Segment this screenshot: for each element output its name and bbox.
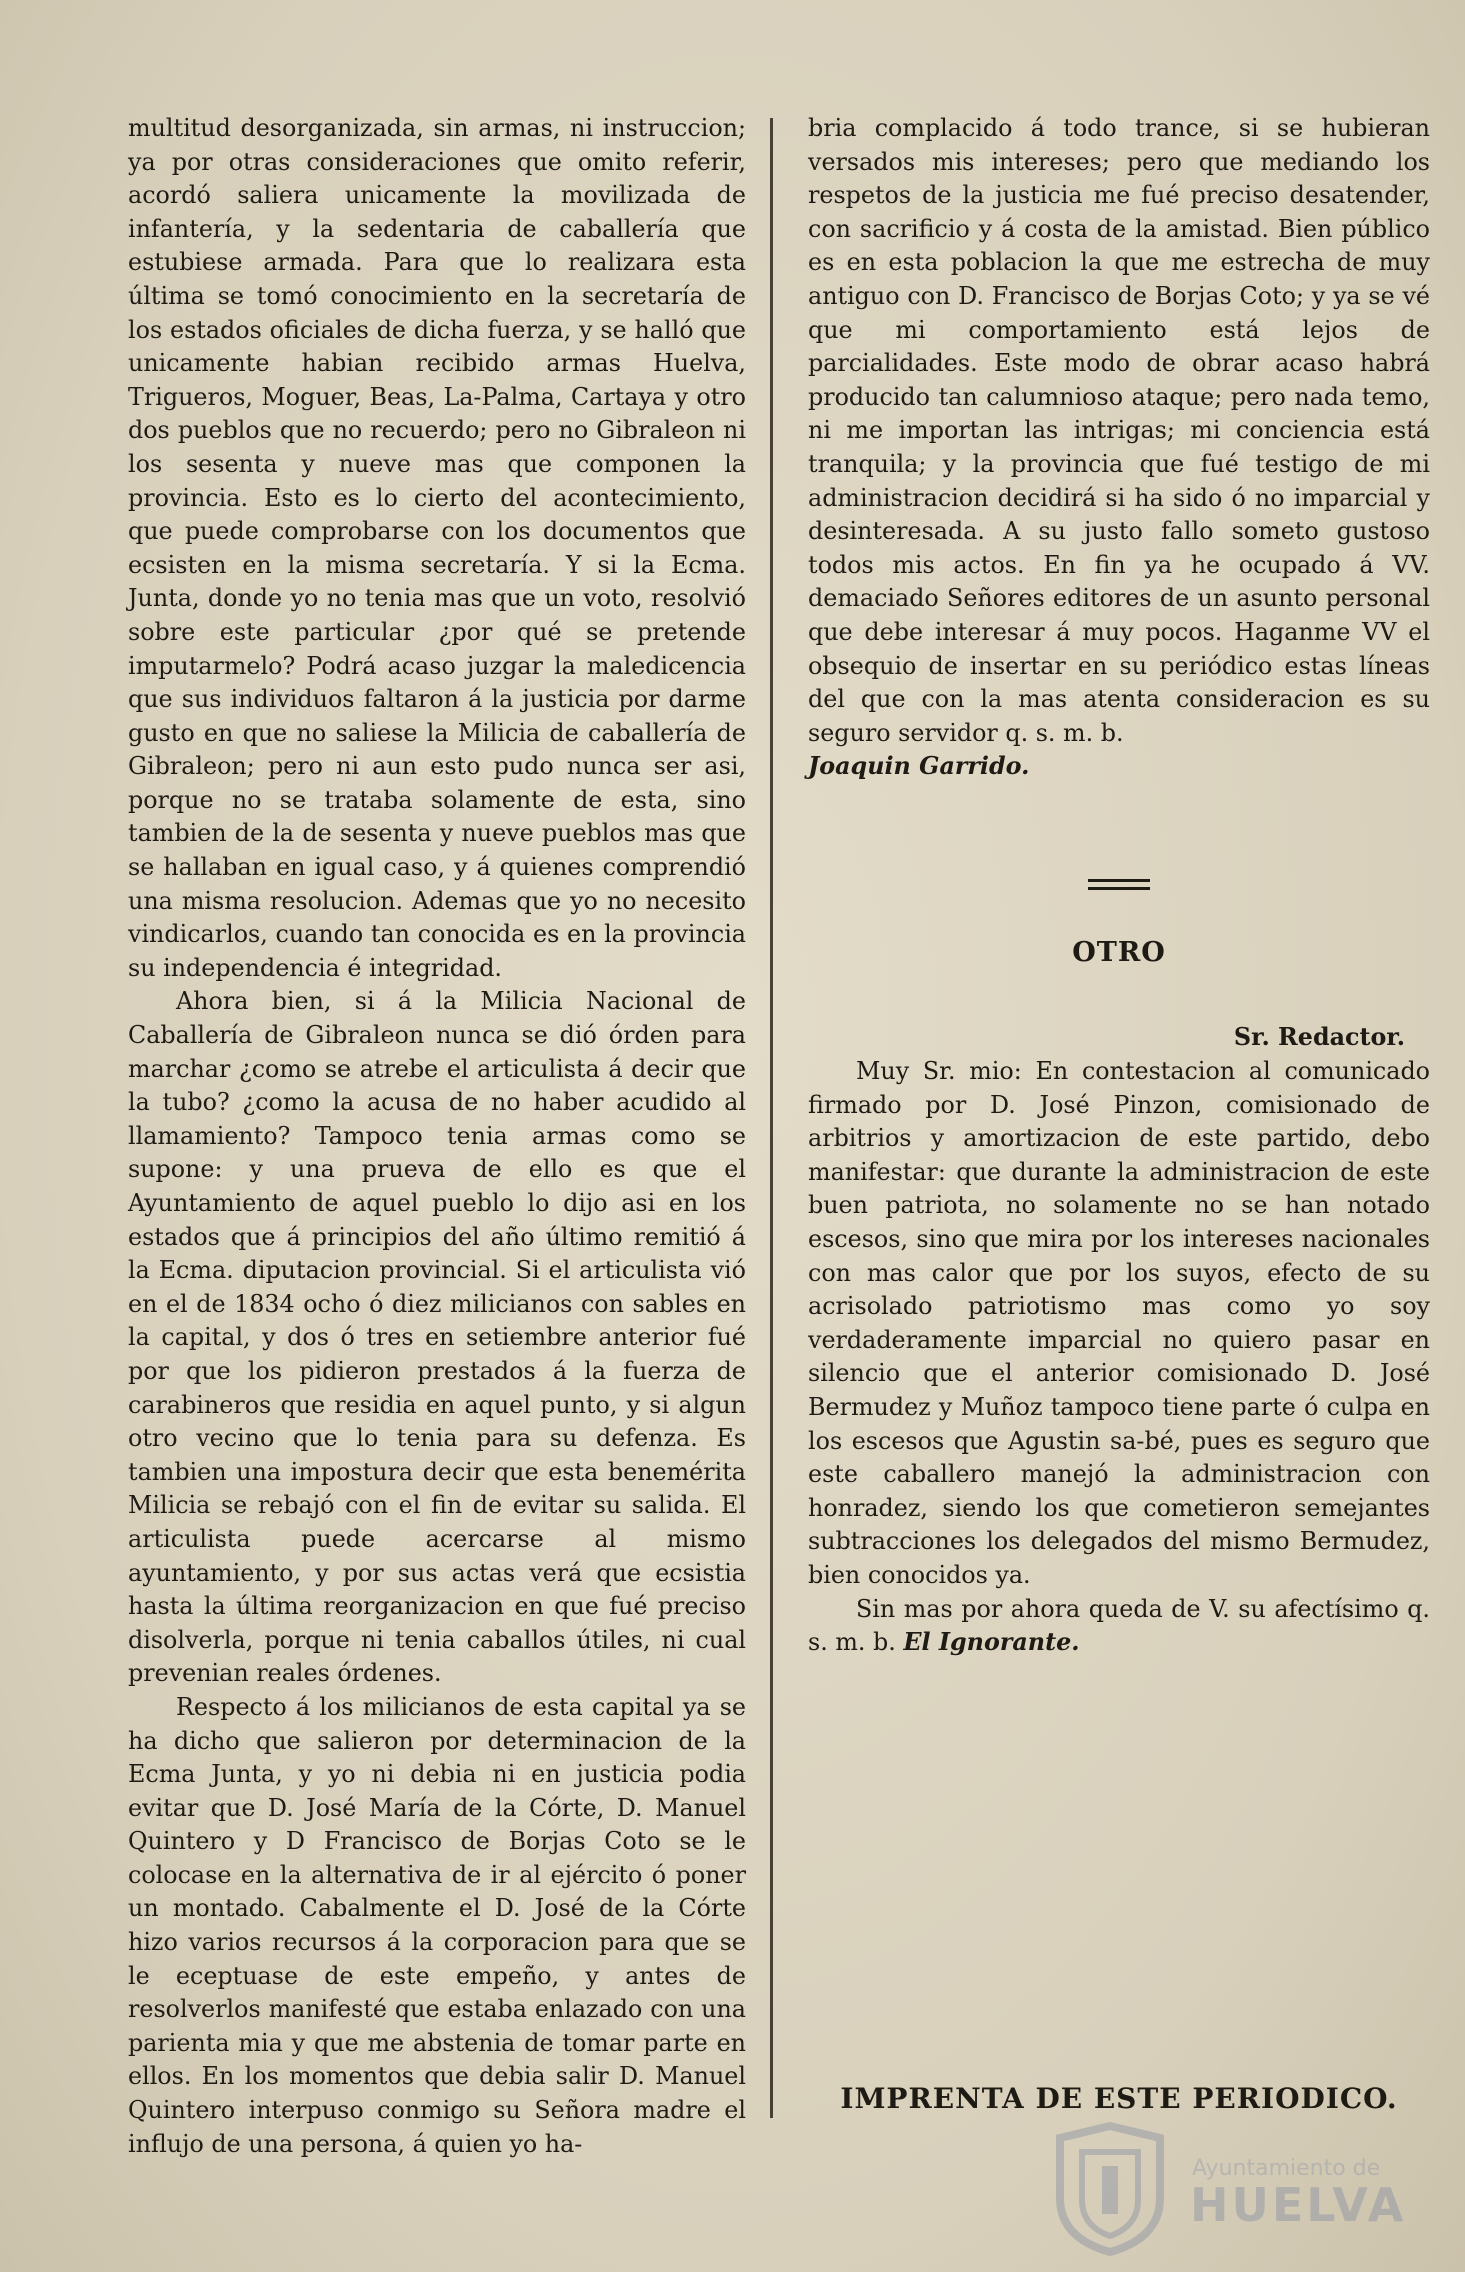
watermark-stamp: [1050, 2118, 1410, 2258]
imprint-line: IMPRENTA DE ESTE PERIODICO.: [840, 2082, 1398, 2115]
column-divider: [770, 118, 773, 2118]
watermark-line2: HUELVA: [1190, 2178, 1407, 2232]
watermark-line1: Ayuntamiento de: [1192, 2156, 1381, 2181]
left-paragraph-3: Respecto á los milicianos de esta capital ya se ha dicho que salieron por determinacion de la Ecma Junta, y yo ni debia ni en justicia podia evitar que D. José María de la Córte, D. Manuel Quintero y D Francisco de Borjas Coto se le colocase en la alternativa de ir al ejército ó poner un montado. Cabalmente el D. José de la Córte hizo varios recursos á la corporacion para que se le eceptuase de este empeño, y antes de resolverlos manifesté que estaba enlazado con una parienta mia y que me abstenia de tomar parte en ellos. En los momentos que debia salir D. Manuel Quintero interpuso conmigo su Señora madre el influjo de una persona, á quien yo ha-: [128, 1692, 746, 2158]
huelva-coat-of-arms-icon: [1050, 2118, 1170, 2258]
letter2-signature: El Ignorante.: [903, 1628, 1080, 1657]
double-rule-divider: [1088, 879, 1150, 890]
letter2-closing-line: [808, 1593, 1430, 1660]
left-paragraph-2: Ahora bien, si á la Milicia Nacional de Caballería de Gibraleon nunca se dió órden para marchar ¿como se atrebe el articulista á decir que la tubo? ¿como la acusa de no haber acudido al llamamiento? Tampoco tenia armas como se supone: y una prueva de ello es que el Ayuntamiento de aquel pueblo lo dijo asi en los estados que á principios del año último remitió á la Ecma. diputacion provincial. Si el articulista vió en el de 1834 ocho ó diez milicianos con sables en la capital, y dos ó tres en setiembre anterior fué por que los pidieron prestados á la fuerza de carabineros que residia en aquel punto, y si algun otro vecino que lo tenia para su defenza. Es tambien una impostura decir que esta benemérita Milicia se rebajó con el fin de evitar su salida. El articulista puede acercarse al mismo ayuntamiento, y por sus actas verá que ecsistia hasta la última reorganizacion en que fué preciso disolverla, porque ni tenia caballos útiles, ni cual prevenian reales órdenes.: [128, 987, 746, 1688]
left-paragraph-1: multitud desorganizada, sin armas, ni instruccion; ya por otras consideraciones que omito referir, acordó saliera unicamente la movilizada de infantería, y la sedentaria de caballería que estubiese armada. Para que lo realizara esta última se tomó conocimiento en la secretaría de los estados oficiales de dicha fuerza, y se halló que unicamente habian recibido armas Huelva, Trigueros, Moguer, Beas, La-Palma, Cartaya y otro dos pueblos que no recuerdo; pero no Gibraleon ni los sesenta y nueve mas que componen la provincia. Esto es lo cierto del acontecimiento, que puede comprobarse con los documentos que ecsisten en la misma secretaría. Y si la Ecma. Junta, donde yo no tenia mas que un voto, resolvió sobre este particular ¿por qué se pretende imputarmelo? Podrá acaso juzgar la maledicencia que sus individuos faltaron á la justicia por darme gusto en que no saliese la Milicia de caballería de Gibraleon; pero ni aun esto pudo nunca ser asi, porque no se trataba solamente de esta, sino tambien de la de sesenta y nueve pueblos mas que se hallaban en igual caso, y á quienes comprendió una misma resolucion. Ademas que yo no necesito vindicarlos, cuando tan conocida es en la provincia su independencia é integridad.: [128, 114, 746, 982]
right-column: [808, 112, 1430, 1660]
salutation: Sr. Redactor.: [1233, 1023, 1405, 1052]
letter2-body: Muy Sr. mio: En contestacion al comunicado firmado por D. José Pinzon, comisionado de arbitrios y amortizacion de este partido, debo manifestar: que durante la administracion de este buen patriota, no solamente no se han notado escesos, sino que mira por los intereses nacionales con mas calor que por los suyos, efecto de su acrisolado patriotismo mas como yo soy verdaderamente imparcial no quiero pasar en silencio que el anterior comisionado D. José Bermudez y Muñoz tampoco tiene parte ó culpa en los escesos que Agustin sa-bé, pues es seguro que este caballero manejó la administracion con honradez, siendo los que cometieron semejantes subtracciones los delegados del mismo Bermudez, bien conocidos ya.: [808, 1057, 1430, 1589]
section-heading: OTRO: [1072, 936, 1166, 968]
left-column: [128, 112, 746, 2161]
letter2-closing: Sin mas por ahora queda de V. su afectísimo q. s. m. b.: [808, 1594, 1430, 1657]
letter1-body: bria complacido á todo trance, si se hubieran versados mis intereses; pero que mediando los respetos de la justicia me fué preciso desatender, con sacrificio y á costa de la amistad. Bien público es en esta poblacion la que me estrecha de muy antiguo con D. Francisco de Borjas Coto; y ya se vé que mi comportamiento está lejos de parcialidades. Este modo de obrar acaso habrá producido tan calumnioso ataque; pero nada temo, ni me importan las intrigas; mi conciencia está tranquila; y la provincia que fué testigo de mi administracion decidirá si ha sido ó no imparcial y desinteresada. A su justo fallo someto gustoso todos mis actos. En fin ya he ocupado á VV. demaciado Señores editores de un asunto personal que debe interesar á muy pocos. Haganme VV el obsequio de insertar en su periódico estas líneas del que con la mas atenta consideracion es su seguro servidor q. s. m. b.: [808, 114, 1430, 747]
letter1-signature: Joaquin Garrido.: [808, 752, 1030, 781]
